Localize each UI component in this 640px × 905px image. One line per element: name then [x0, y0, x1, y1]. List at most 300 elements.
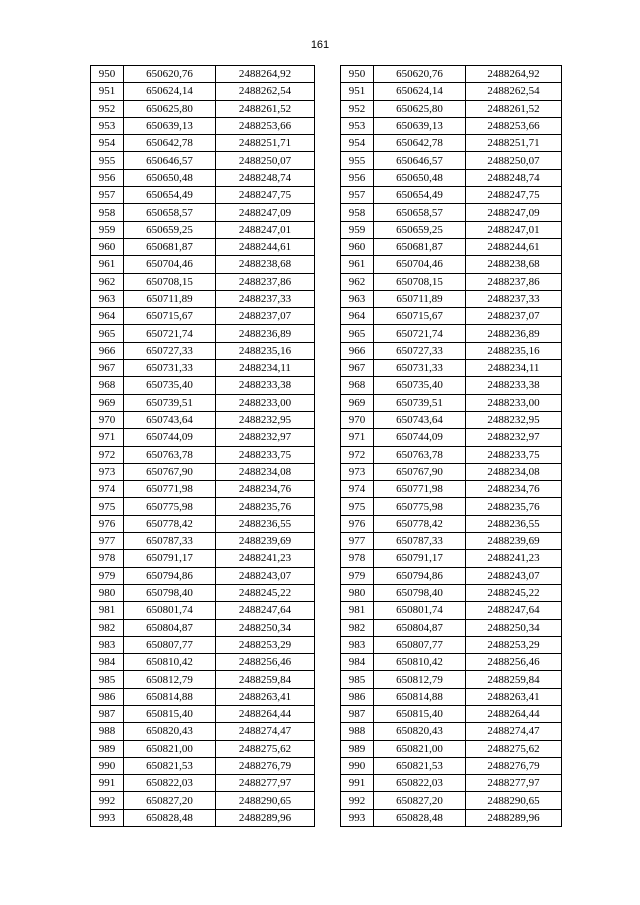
y-coordinate-cell: 2488250,34	[466, 619, 562, 636]
x-coordinate-cell: 650804,87	[124, 619, 216, 636]
y-coordinate-cell: 2488262,54	[466, 83, 562, 100]
point-number-cell: 955	[91, 152, 124, 169]
y-coordinate-cell: 2488256,46	[466, 654, 562, 671]
x-coordinate-cell: 650650,48	[124, 169, 216, 186]
table-row	[341, 809, 562, 826]
point-number-cell: 956	[91, 169, 124, 186]
y-coordinate-cell: 2488236,89	[216, 325, 315, 342]
y-coordinate-cell: 2488264,44	[216, 705, 315, 722]
y-coordinate-cell: 2488261,52	[466, 100, 562, 117]
y-coordinate-cell: 2488277,97	[216, 775, 315, 792]
table-row	[341, 671, 562, 688]
x-coordinate-cell: 650721,74	[374, 325, 466, 342]
point-number-cell: 959	[91, 221, 124, 238]
table-row	[341, 342, 562, 359]
y-coordinate-cell: 2488233,00	[466, 394, 562, 411]
point-number-cell: 970	[341, 411, 374, 428]
y-coordinate-cell: 2488253,66	[466, 117, 562, 134]
y-coordinate-cell: 2488234,08	[466, 463, 562, 480]
point-number-cell: 957	[91, 187, 124, 204]
point-number-cell: 971	[341, 429, 374, 446]
point-number-cell: 980	[91, 584, 124, 601]
y-coordinate-cell: 2488290,65	[466, 792, 562, 809]
x-coordinate-cell: 650654,49	[124, 187, 216, 204]
y-coordinate-cell: 2488241,23	[216, 550, 315, 567]
x-coordinate-cell: 650620,76	[124, 66, 216, 83]
point-number-cell: 968	[91, 377, 124, 394]
point-number-cell: 967	[341, 360, 374, 377]
table-row	[91, 169, 315, 186]
point-number-cell: 973	[91, 463, 124, 480]
y-coordinate-cell: 2488253,29	[466, 636, 562, 653]
point-number-cell: 962	[91, 273, 124, 290]
x-coordinate-cell: 650625,80	[374, 100, 466, 117]
x-coordinate-cell: 650704,46	[374, 256, 466, 273]
y-coordinate-cell: 2488233,38	[466, 377, 562, 394]
y-coordinate-cell: 2488289,96	[466, 809, 562, 826]
point-number-cell: 974	[341, 481, 374, 498]
point-number-cell: 986	[341, 688, 374, 705]
table-row	[91, 273, 315, 290]
coordinates-table-left	[90, 65, 315, 827]
point-number-cell: 977	[341, 533, 374, 550]
y-coordinate-cell: 2488234,76	[466, 481, 562, 498]
table-row	[341, 481, 562, 498]
y-coordinate-cell: 2488275,62	[466, 740, 562, 757]
y-coordinate-cell: 2488247,75	[216, 187, 315, 204]
point-number-cell: 975	[91, 498, 124, 515]
point-number-cell: 961	[91, 256, 124, 273]
y-coordinate-cell: 2488241,23	[466, 550, 562, 567]
x-coordinate-cell: 650735,40	[374, 377, 466, 394]
x-coordinate-cell: 650828,48	[124, 809, 216, 826]
x-coordinate-cell: 650778,42	[374, 515, 466, 532]
table-row	[341, 290, 562, 307]
x-coordinate-cell: 650744,09	[124, 429, 216, 446]
x-coordinate-cell: 650721,74	[124, 325, 216, 342]
y-coordinate-cell: 2488264,44	[466, 705, 562, 722]
point-number-cell: 991	[341, 775, 374, 792]
y-coordinate-cell: 2488237,07	[466, 308, 562, 325]
point-number-cell: 968	[341, 377, 374, 394]
x-coordinate-cell: 650791,17	[374, 550, 466, 567]
y-coordinate-cell: 2488263,41	[216, 688, 315, 705]
table-row	[341, 152, 562, 169]
x-coordinate-cell: 650715,67	[374, 308, 466, 325]
point-number-cell: 979	[341, 567, 374, 584]
table-row	[91, 654, 315, 671]
table-row	[341, 723, 562, 740]
table-row	[341, 688, 562, 705]
table-row	[91, 705, 315, 722]
point-number-cell: 975	[341, 498, 374, 515]
x-coordinate-cell: 650708,15	[374, 273, 466, 290]
x-coordinate-cell: 650810,42	[124, 654, 216, 671]
x-coordinate-cell: 650744,09	[374, 429, 466, 446]
x-coordinate-cell: 650763,78	[374, 446, 466, 463]
x-coordinate-cell: 650815,40	[124, 705, 216, 722]
table-row	[341, 204, 562, 221]
point-number-cell: 963	[341, 290, 374, 307]
y-coordinate-cell: 2488248,74	[466, 169, 562, 186]
x-coordinate-cell: 650642,78	[124, 135, 216, 152]
x-coordinate-cell: 650743,64	[374, 411, 466, 428]
table-row	[341, 498, 562, 515]
y-coordinate-cell: 2488262,54	[216, 83, 315, 100]
point-number-cell: 969	[341, 394, 374, 411]
x-coordinate-cell: 650812,79	[124, 671, 216, 688]
y-coordinate-cell: 2488247,64	[466, 602, 562, 619]
point-number-cell: 959	[341, 221, 374, 238]
y-coordinate-cell: 2488236,89	[466, 325, 562, 342]
x-coordinate-cell: 650821,00	[124, 740, 216, 757]
x-coordinate-cell: 650794,86	[374, 567, 466, 584]
table-row	[91, 515, 315, 532]
point-number-cell: 983	[91, 636, 124, 653]
point-number-cell: 985	[341, 671, 374, 688]
table-row	[341, 654, 562, 671]
table-row	[91, 204, 315, 221]
y-coordinate-cell: 2488250,07	[466, 152, 562, 169]
coordinates-table-right-body	[341, 66, 562, 827]
x-coordinate-cell: 650646,57	[124, 152, 216, 169]
point-number-cell: 966	[341, 342, 374, 359]
y-coordinate-cell: 2488239,69	[216, 533, 315, 550]
x-coordinate-cell: 650791,17	[124, 550, 216, 567]
y-coordinate-cell: 2488236,55	[466, 515, 562, 532]
table-row	[341, 100, 562, 117]
x-coordinate-cell: 650794,86	[124, 567, 216, 584]
y-coordinate-cell: 2488232,95	[216, 411, 315, 428]
x-coordinate-cell: 650711,89	[124, 290, 216, 307]
y-coordinate-cell: 2488237,86	[216, 273, 315, 290]
y-coordinate-cell: 2488234,76	[216, 481, 315, 498]
table-row	[341, 238, 562, 255]
table-row	[91, 636, 315, 653]
y-coordinate-cell: 2488259,84	[466, 671, 562, 688]
point-number-cell: 965	[91, 325, 124, 342]
point-number-cell: 954	[341, 135, 374, 152]
coordinates-table-left-body	[91, 66, 315, 827]
x-coordinate-cell: 650727,33	[374, 342, 466, 359]
point-number-cell: 990	[91, 757, 124, 774]
y-coordinate-cell: 2488289,96	[216, 809, 315, 826]
y-coordinate-cell: 2488250,34	[216, 619, 315, 636]
y-coordinate-cell: 2488244,61	[466, 238, 562, 255]
point-number-cell: 992	[341, 792, 374, 809]
x-coordinate-cell: 650804,87	[374, 619, 466, 636]
x-coordinate-cell: 650820,43	[374, 723, 466, 740]
x-coordinate-cell: 650827,20	[124, 792, 216, 809]
y-coordinate-cell: 2488276,79	[216, 757, 315, 774]
point-number-cell: 990	[341, 757, 374, 774]
table-row	[341, 308, 562, 325]
y-coordinate-cell: 2488245,22	[216, 584, 315, 601]
point-number-cell: 960	[341, 238, 374, 255]
x-coordinate-cell: 650821,53	[374, 757, 466, 774]
x-coordinate-cell: 650771,98	[124, 481, 216, 498]
table-row	[91, 533, 315, 550]
y-coordinate-cell: 2488233,75	[466, 446, 562, 463]
point-number-cell: 978	[341, 550, 374, 567]
table-row	[91, 498, 315, 515]
point-number-cell: 950	[341, 66, 374, 83]
point-number-cell: 980	[341, 584, 374, 601]
point-number-cell: 952	[341, 100, 374, 117]
point-number-cell: 955	[341, 152, 374, 169]
x-coordinate-cell: 650739,51	[124, 394, 216, 411]
x-coordinate-cell: 650822,03	[124, 775, 216, 792]
x-coordinate-cell: 650659,25	[124, 221, 216, 238]
x-coordinate-cell: 650625,80	[124, 100, 216, 117]
point-number-cell: 981	[341, 602, 374, 619]
table-row	[91, 308, 315, 325]
point-number-cell: 969	[91, 394, 124, 411]
y-coordinate-cell: 2488247,09	[216, 204, 315, 221]
y-coordinate-cell: 2488253,66	[216, 117, 315, 134]
table-row	[341, 256, 562, 273]
x-coordinate-cell: 650814,88	[124, 688, 216, 705]
x-coordinate-cell: 650771,98	[374, 481, 466, 498]
point-number-cell: 977	[91, 533, 124, 550]
y-coordinate-cell: 2488239,69	[466, 533, 562, 550]
point-number-cell: 962	[341, 273, 374, 290]
point-number-cell: 982	[91, 619, 124, 636]
y-coordinate-cell: 2488232,97	[216, 429, 315, 446]
table-row	[341, 221, 562, 238]
y-coordinate-cell: 2488247,64	[216, 602, 315, 619]
x-coordinate-cell: 650767,90	[374, 463, 466, 480]
x-coordinate-cell: 650827,20	[374, 792, 466, 809]
point-number-cell: 971	[91, 429, 124, 446]
point-number-cell: 985	[91, 671, 124, 688]
x-coordinate-cell: 650715,67	[124, 308, 216, 325]
point-number-cell: 953	[341, 117, 374, 134]
point-number-cell: 978	[91, 550, 124, 567]
x-coordinate-cell: 650778,42	[124, 515, 216, 532]
point-number-cell: 988	[341, 723, 374, 740]
x-coordinate-cell: 650739,51	[374, 394, 466, 411]
table-row	[91, 550, 315, 567]
point-number-cell: 989	[91, 740, 124, 757]
x-coordinate-cell: 650731,33	[374, 360, 466, 377]
point-number-cell: 963	[91, 290, 124, 307]
y-coordinate-cell: 2488251,71	[466, 135, 562, 152]
x-coordinate-cell: 650820,43	[124, 723, 216, 740]
point-number-cell: 972	[341, 446, 374, 463]
y-coordinate-cell: 2488234,11	[466, 360, 562, 377]
point-number-cell: 982	[341, 619, 374, 636]
x-coordinate-cell: 650654,49	[374, 187, 466, 204]
table-row	[341, 740, 562, 757]
x-coordinate-cell: 650822,03	[374, 775, 466, 792]
y-coordinate-cell: 2488235,76	[216, 498, 315, 515]
y-coordinate-cell: 2488264,92	[216, 66, 315, 83]
x-coordinate-cell: 650807,77	[124, 636, 216, 653]
y-coordinate-cell: 2488238,68	[466, 256, 562, 273]
y-coordinate-cell: 2488264,92	[466, 66, 562, 83]
table-row	[341, 463, 562, 480]
y-coordinate-cell: 2488232,95	[466, 411, 562, 428]
table-row	[341, 792, 562, 809]
table-row	[91, 723, 315, 740]
table-row	[91, 290, 315, 307]
point-number-cell: 964	[91, 308, 124, 325]
table-row	[341, 619, 562, 636]
table-row	[91, 429, 315, 446]
x-coordinate-cell: 650821,00	[374, 740, 466, 757]
point-number-cell: 954	[91, 135, 124, 152]
point-number-cell: 956	[341, 169, 374, 186]
table-row	[341, 83, 562, 100]
x-coordinate-cell: 650812,79	[374, 671, 466, 688]
y-coordinate-cell: 2488235,16	[216, 342, 315, 359]
table-row	[91, 619, 315, 636]
table-row	[91, 463, 315, 480]
point-number-cell: 984	[91, 654, 124, 671]
table-row	[91, 809, 315, 826]
y-coordinate-cell: 2488253,29	[216, 636, 315, 653]
y-coordinate-cell: 2488233,00	[216, 394, 315, 411]
point-number-cell: 972	[91, 446, 124, 463]
x-coordinate-cell: 650624,14	[374, 83, 466, 100]
table-row	[91, 360, 315, 377]
table-row	[91, 117, 315, 134]
table-row	[91, 221, 315, 238]
y-coordinate-cell: 2488243,07	[466, 567, 562, 584]
table-row	[341, 411, 562, 428]
y-coordinate-cell: 2488244,61	[216, 238, 315, 255]
y-coordinate-cell: 2488247,01	[216, 221, 315, 238]
table-row	[91, 152, 315, 169]
table-row	[91, 238, 315, 255]
page-number: 161	[310, 39, 330, 51]
table-row	[341, 187, 562, 204]
point-number-cell: 981	[91, 602, 124, 619]
table-row	[341, 360, 562, 377]
point-number-cell: 950	[91, 66, 124, 83]
table-row	[341, 705, 562, 722]
y-coordinate-cell: 2488274,47	[466, 723, 562, 740]
x-coordinate-cell: 650801,74	[374, 602, 466, 619]
table-row	[341, 757, 562, 774]
y-coordinate-cell: 2488247,75	[466, 187, 562, 204]
point-number-cell: 989	[341, 740, 374, 757]
point-number-cell: 992	[91, 792, 124, 809]
table-row	[91, 325, 315, 342]
x-coordinate-cell: 650642,78	[374, 135, 466, 152]
y-coordinate-cell: 2488237,33	[216, 290, 315, 307]
table-row	[91, 83, 315, 100]
table-row	[91, 567, 315, 584]
y-coordinate-cell: 2488251,71	[216, 135, 315, 152]
point-number-cell: 993	[341, 809, 374, 826]
point-number-cell: 976	[91, 515, 124, 532]
point-number-cell: 988	[91, 723, 124, 740]
y-coordinate-cell: 2488233,38	[216, 377, 315, 394]
table-row	[91, 775, 315, 792]
y-coordinate-cell: 2488235,76	[466, 498, 562, 515]
x-coordinate-cell: 650775,98	[124, 498, 216, 515]
x-coordinate-cell: 650763,78	[124, 446, 216, 463]
y-coordinate-cell: 2488235,16	[466, 342, 562, 359]
table-row	[341, 325, 562, 342]
y-coordinate-cell: 2488237,33	[466, 290, 562, 307]
x-coordinate-cell: 650787,33	[124, 533, 216, 550]
table-row	[341, 533, 562, 550]
table-row	[91, 446, 315, 463]
y-coordinate-cell: 2488232,97	[466, 429, 562, 446]
table-row	[341, 394, 562, 411]
x-coordinate-cell: 650704,46	[124, 256, 216, 273]
point-number-cell: 986	[91, 688, 124, 705]
table-row	[91, 66, 315, 83]
y-coordinate-cell: 2488263,41	[466, 688, 562, 705]
point-number-cell: 966	[91, 342, 124, 359]
y-coordinate-cell: 2488233,75	[216, 446, 315, 463]
y-coordinate-cell: 2488238,68	[216, 256, 315, 273]
x-coordinate-cell: 650821,53	[124, 757, 216, 774]
point-number-cell: 951	[341, 83, 374, 100]
point-number-cell: 958	[341, 204, 374, 221]
x-coordinate-cell: 650767,90	[124, 463, 216, 480]
point-number-cell: 964	[341, 308, 374, 325]
table-row	[341, 567, 562, 584]
table-row	[91, 411, 315, 428]
x-coordinate-cell: 650624,14	[124, 83, 216, 100]
x-coordinate-cell: 650646,57	[374, 152, 466, 169]
point-number-cell: 974	[91, 481, 124, 498]
y-coordinate-cell: 2488245,22	[466, 584, 562, 601]
y-coordinate-cell: 2488277,97	[466, 775, 562, 792]
x-coordinate-cell: 650815,40	[374, 705, 466, 722]
y-coordinate-cell: 2488256,46	[216, 654, 315, 671]
table-row	[341, 775, 562, 792]
table-row	[341, 584, 562, 601]
point-number-cell: 961	[341, 256, 374, 273]
table-row	[91, 740, 315, 757]
x-coordinate-cell: 650639,13	[374, 117, 466, 134]
y-coordinate-cell: 2488234,11	[216, 360, 315, 377]
x-coordinate-cell: 650620,76	[374, 66, 466, 83]
table-row	[91, 602, 315, 619]
table-row	[91, 342, 315, 359]
y-coordinate-cell: 2488248,74	[216, 169, 315, 186]
point-number-cell: 951	[91, 83, 124, 100]
table-row	[91, 100, 315, 117]
y-coordinate-cell: 2488276,79	[466, 757, 562, 774]
x-coordinate-cell: 650711,89	[374, 290, 466, 307]
table-row	[341, 117, 562, 134]
point-number-cell: 953	[91, 117, 124, 134]
point-number-cell: 987	[341, 705, 374, 722]
y-coordinate-cell: 2488243,07	[216, 567, 315, 584]
table-row	[91, 792, 315, 809]
x-coordinate-cell: 650814,88	[374, 688, 466, 705]
table-row	[91, 256, 315, 273]
point-number-cell: 979	[91, 567, 124, 584]
x-coordinate-cell: 650659,25	[374, 221, 466, 238]
table-row	[341, 636, 562, 653]
y-coordinate-cell: 2488247,09	[466, 204, 562, 221]
x-coordinate-cell: 650658,57	[374, 204, 466, 221]
table-row	[91, 187, 315, 204]
point-number-cell: 965	[341, 325, 374, 342]
point-number-cell: 993	[91, 809, 124, 826]
table-row	[91, 688, 315, 705]
point-number-cell: 952	[91, 100, 124, 117]
table-row	[341, 602, 562, 619]
